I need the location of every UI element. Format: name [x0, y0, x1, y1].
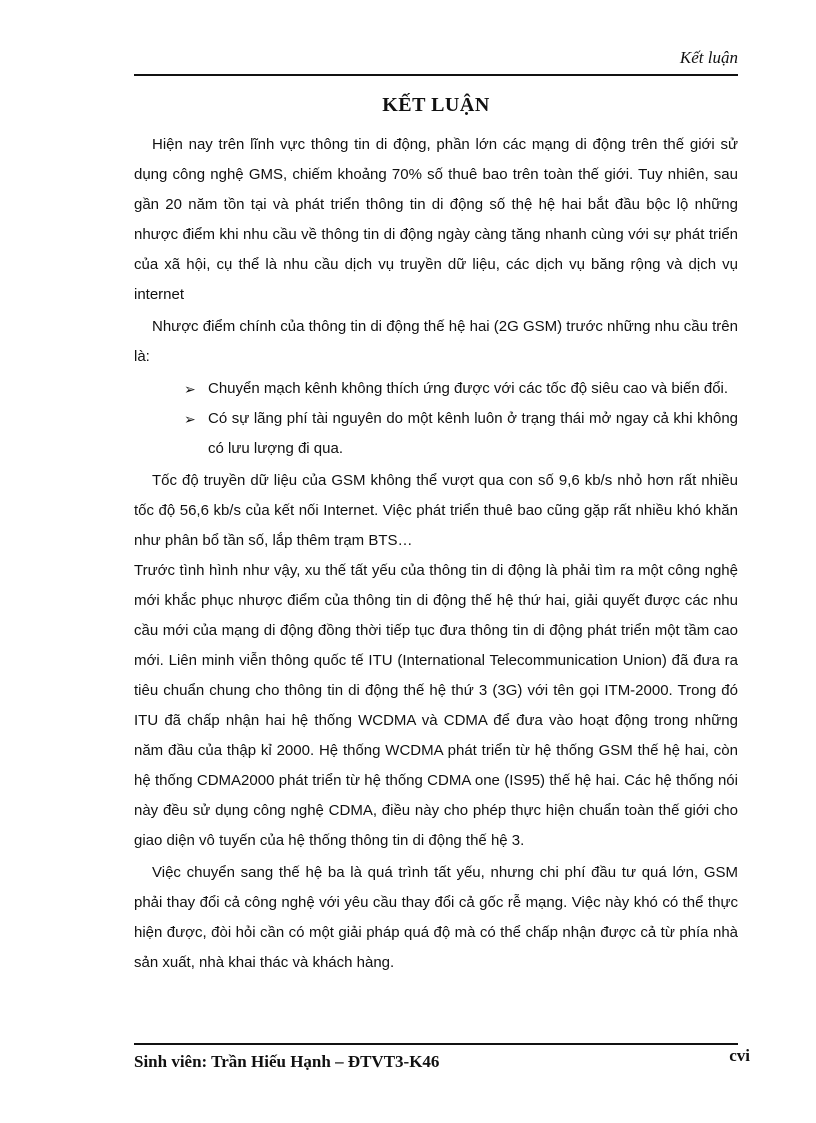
arrow-bullet-icon: ➢	[184, 381, 196, 397]
paragraph-intro: Hiện nay trên lĩnh vực thông tin di động, phần lớn các mạng di động trên thế giới sử dụng công nghệ GMS, chiếm khoảng 70% số thuê bao trên toàn thế giới. Tuy nhiên, sau gần 20 năm tồn tại và phát triển thông tin di động số thệ hệ hai bắt đầu bộc lộ những nhược điểm khi nhu cầu về thông tin di động ngày càng tăng nhanh cùng với sự phát triển của xã hội, cụ thể là nhu cầu dịch vụ truyền dữ liệu, các dịch vụ băng rộng và dịch vụ internet	[134, 136, 738, 303]
list-item-text: Có sự lãng phí tài nguyên do một kênh luôn ở trạng thái mở ngay cả khi không có lưu lượng đi qua.	[208, 410, 738, 457]
arrow-bullet-icon: ➢	[184, 411, 196, 427]
list-item	[184, 374, 738, 404]
paragraph-transition: Việc chuyển sang thế hệ ba là quá trình tất yếu, nhưng chi phí đầu tư quá lớn, GSM phải thay đổi cả công nghệ với yêu cầu thay đổi cả gốc rễ mạng. Việc này khó có thể thực hiện được, đòi hỏi cần có một giải pháp quá độ mà có thể chấp nhận được cả từ phía nhà sản xuất, nhà khai thác và khách hàng.	[134, 864, 738, 971]
page-title: KẾT LUẬN	[382, 94, 490, 116]
paragraph-3g: Trước tình hình như vậy, xu thế tất yếu của thông tin di động là phải tìm ra một công nghệ mới khắc phục nhược điểm của thông tin di động thế hệ thứ hai, giải quyết được các nhu cầu mới của mạng di động đồng thời tiếp tục đưa thông tin di động phát triển một tầm cao mới. Liên minh viễn thông quốc tế ITU (International Telecommunication Union) đã đưa ra tiêu chuẩn chung cho thông tin di động thế hệ thứ 3 (3G) với tên gọi ITM-2000. Trong đó ITU đã chấp nhận hai hệ thống WCDMA và CDMA để đưa vào hoạt động trong những năm đầu của thập kỉ 2000. Hệ thống WCDMA phát triển từ hệ thống GSM thế hệ hai, còn hệ thống CDMA2000 phát triển từ hệ thống CDMA one (IS95) thế hệ hai. Các hệ thống nói này đều sử dụng công nghệ CDMA, điều này cho phép thực hiện chuẩn toàn thế giới cho giao diện vô tuyến của hệ thống thông tin di động thế hệ 3.	[134, 562, 738, 849]
paragraph-weakness: Nhược điểm chính của thông tin di động thế hệ hai (2G GSM) trước những nhu cầu trên là:	[134, 318, 738, 365]
footer-author: Sinh viên: Trần Hiếu Hạnh – ĐTVT3-K46	[134, 1052, 440, 1071]
list-item	[184, 404, 738, 464]
weakness-list	[134, 374, 738, 464]
footer-rule	[134, 1043, 738, 1045]
paragraph-speed: Tốc độ truyền dữ liệu của GSM không thể vượt qua con số 9,6 kb/s nhỏ hơn rất nhiều tốc độ 56,6 kb/s của kết nối Internet. Việc phát triển thuê bao cũng gặp rất nhiều khó khăn như phân bổ tần số, lắp thêm trạm BTS…	[134, 472, 738, 549]
header-rule	[134, 74, 738, 76]
page-number: cvi	[729, 1046, 750, 1065]
list-item-text: Chuyển mạch kênh không thích ứng được với các tốc độ siêu cao và biến đổi.	[208, 380, 729, 397]
body-text	[134, 130, 738, 978]
running-header: Kết luận	[679, 48, 738, 67]
